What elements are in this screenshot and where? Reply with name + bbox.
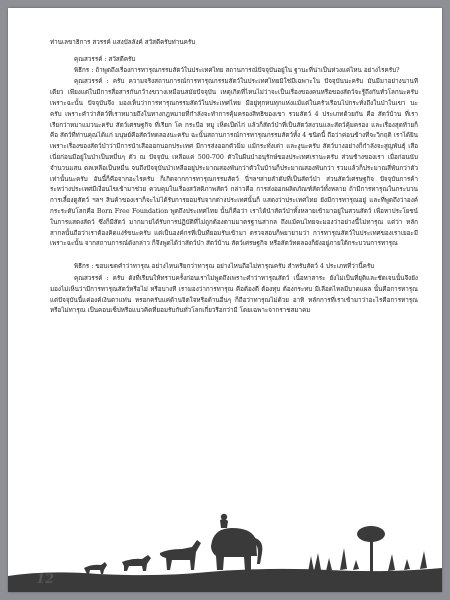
monkey-silhouette [220,514,228,528]
host-question-1: พิธีกร : ถ้าพูดถึงเรื่องการทารุณกรรมสัตว์ในประเทศไทย สถานการณ์ปัจจุบันอยู่ใน ฐานะที่น่าเป็นห่วงแค่ไหน อย่างไรครับ? [74,66,400,74]
cat-silhouette [84,562,107,574]
greeting-line: คุณสวรรค์ : สวัสดีครับ [74,55,136,63]
intro-line: ท่านเลขาธิการ สวรรค์ แสงบัลลังค์ สวัสดีครับท่านครับ [50,39,196,46]
host-question-2: พิธีกร : ขอบเขตคำว่าทารุณ อย่างไหนเรียกว่าทารุณ อย่างไหนถือไม่ทารุณครับ สำหรับสัตว์ 4 ประเภทที่ว่านี้ครับ [74,263,375,271]
page-number: 12 [36,572,55,587]
grass-silhouette [308,548,427,572]
zebra-silhouette [160,540,201,570]
dog-silhouette [122,555,151,571]
guest-answer-2: คุณสวรรค์ : ครับ ดังที่เรียนให้ทราบครั้งก่อนเราไม่พูดถึงเพราะคำว่าทารุณสัตว์ เนื้อหาสาระ ยังไม่เป็นที่ยุติและชัดเจนนั้นจึงยังมองไม่เห็นว่ามีการทารุณสัตว์หรือไม่ หรือบางที เรามองว่าการทารุณ คือต้องตี ต้องทุบ ต้องกระทบ มีเลือดไหลมีบาดแผล นั้นคือการทารุณ แต่ปัจจุบันนี้แค่องค์เงินตาแท่น หรอกครับแค่ด้านจิตใจหรือด้านอื่นๆ ก็ถือว่าทารุณไม่ด้วย อาทิ หลักการที่เราเข้ามาว่าอะไรคือการทารุณ หรือไม่ทารุณ เป็นคอนเซ็ปหรือแนวคิดที่ยอมรับกันทั่วโลกเกี่ยวรีอกว่ามี โดยเฉพาะจากราชสมาคม [50,274,418,315]
guest-answer-1: คุณสวรรค์ : ครับ ความจริงสถานการณ์การทารุณกรรมสัตว์ในประเทศไทยมิใช่มีเฉพาะใน ปัจจุบันนะครับ มันมีมาอย่างนานทีเดียว เพียงแต่ในมีการสื่อสารกันกว้างขวางเหมือนสมัยปัจจุบัน เหตุเกิดที่ไหนไม่ว่าจะเป็นเรื่องของคนหรือของสัตว์จะรู้ถึงกันทั่วโลกนะครับ เพราะฉะนั้น ปัจจุบันจึง มองเห็นว่าการทารุณกรรมสัตว์ในประเทศไทย มีอยู่ทุกหนทุกแห่งแม้แต่ในครัวเรือนไปกระทั่งถึงในป่าในเขา นะครับ เพราะคำว่าสัตว์ที่เราหมายถึงในทางกฎหมายที่กำลังจะทำการคุ้มครองสิทธิของเขา รวมสัตว์ 4 ประเภทด้วยกัน คือ สัตว์บ้าน ที่เราเรียกว่าหมาแมวนะครับ สัตว์เศรษฐกิจ ที่เรียก โค กระบือ หมู เห็ดเป็ดไก่ แล้วก็สัตว์ป่าที่เป็นสัตว์สงวนและสัตว์คุ้มครอง และเรื่องสุดท้ายก็คือ สัตว์ที่ท่านคุณได้แก่ มนุษย์คือสัตว์ทดลองนะครับ ฉะนั้นสถานการณ์การทารุณกรรมสัตว์ทั้ง 4 ชนิดนี้ ถือว่าค่อนข้างที่จะวิกฤติ เราได้ยินเพราะเรื่องของสัตว์ป่าว่ามีการนำเสือออกนอกประเทศ มีการส่งออกตัวมิ่ม แม้กระทั่งเต่า และงูนะครับ สัตว์บางอย่างก็กำลังจะสูญพันธุ์ เสือเนี่ยก่อนมีอยู่ในป่าเป็นหมื่นๆ ตัว ณ ปัจจุบัน เหลือแค่ 500-700 ตัวในผืนป่าอนุรักษ์ของประเทศเรานะครับ ส่วนช้างของเรา เมื่อก่อนนับจำนวนแสน ตลเหลือเป็นหมื่น จนถึงปัจจุบันป่าเหลืออยู่ประมาณสองพันกว่าตัวในบ้านก็ประมาณสองพันกว่า รวมแล้วก็ประมาณสี่พันกว่าตัวเท่านั้นนะครับ อันนี้ก็คือจากอะไรครับ ก็เกิดจากการทารุณกรรมสัตว์ นี่ฯลฯสายลำดับที่เป็นสัตว์ป่า ส่วนสัตว์เศรษฐกิจ ปัจจุบันการค้าระหว่างประเทศมีเงื่อนไขเข้ามาช่วย ควบคุมในเรื่องสวัสดิภาพสัตว์ กล่าวคือ การส่งออกผลิตภัณฑ์สัตว์ทั้งหลาย ถ้ามีการทารุณในกระบวน การเลี้ยงดูสัตว์ ฯลฯ สินค้าของเราก็จะไม่ได้รับการยอมรับจากต่างประเทศนั้นก็ แสดงว่าประเทศไทย ยังมีการทารุณอยู่ และที่พูดถึงว่าองค์กระระดับโลกคือ Born Free Foundation พูดถึงประเทศไทย นั้นก็คือว่า เราได้นำสัตว์ป่าทั้งหลายเข้ามาอยู่ในสวนสัตว์ เพื่อหาประโยชน์ในการแสดงสัตว์ ซึ่งก็มีสัตว์ มากมายได้รับการปฏิบัติที่ไม่ถูกต้องตามมาตรฐานสากล ถึงแม้คนไทยจะมองว่าอย่างนี้ไม่ทารุณ แต่ว่า หลักสากลนั้นถือว่าเราต้องคิดแง่ร์ขนะครับ แต่เป็นองค์กรที่เป็นที่ยอมรับเข้ามา ตรวจสอบก็พยายามว่า การทารุณสัตว์ในประเทศของเราเยอะมี เพราะฉะนั้น จากสถานการณ์ดังกล่าว ก็จึงพูดได้ว่าสัตว์ป่า สัตว์บ้าน สัตว์เศรษฐกิจ หรือสัตว์ทดลองก็ยังอยู่ภายใต้กระบวนการทารุณ [50,78,418,248]
ground-silhouette [8,568,442,592]
wildlife-silhouette-illustration [8,8,442,592]
document-page [8,8,442,592]
tree-silhouette [357,526,385,572]
elephant-silhouette [211,528,262,570]
